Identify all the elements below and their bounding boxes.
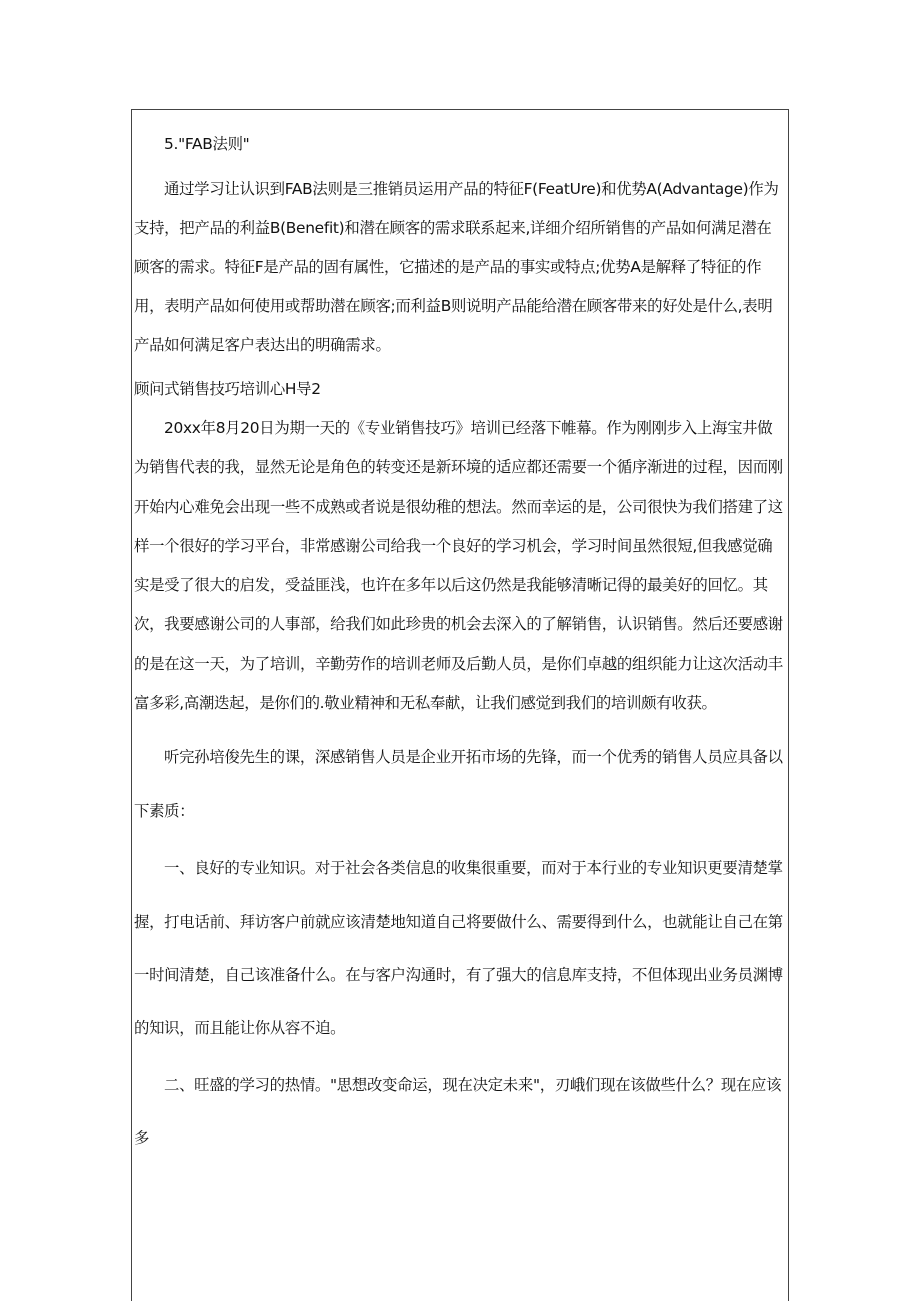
document-body	[134, 118, 786, 1165]
paragraph-point-1: 一、良好的专业知识。对于社会各类信息的收集很重要，而对于本行业的专业知识更要清楚掌握，打电话前、拜访客户前就应该清楚地知道自己将要做什么、需要得到什么，也就能让自己在第一时间清楚，自己该准备什么。在与客户沟通时，有了强大的信息库支持，不但体现出业务员渊博的知识，而且能让你从容不迫。	[134, 859, 783, 1037]
paragraph-qualities: 听完孙培俊先生的课，深感销售人员是企业开拓市场的先锋，而一个优秀的销售人员应具备以下素质：	[134, 748, 783, 821]
paragraph-intro: 20xx年8月20日为期一天的《专业销售技巧》培训已经落下帷幕。作为刚刚步入上海宝井做为销售代表的我，显然无论是角色的转变还是新环境的适应都还需要一个循序渐进的过程，因而刚开始内心难免会出现一些不成熟或者说是很幼稚的想法。然而幸运的是，公司很快为我们搭建了这样一个很好的学习平台，非常感谢公司给我一个良好的学习机会，学习时间虽然很短,但我感觉确实是受了很大的启发，受益匪浅，也许在多年以后这仍然是我能够清晰记得的最美好的回忆。其次，我要感谢公司的人事部，给我们如此珍贵的机会去深入的了解销售，认识销售。然后还要感谢的是在这一天，为了培训，辛勤劳作的培训老师及后勤人员，是你们卓越的组织能力让这次活动丰富多彩,高潮迭起，是你们的.敬业精神和无私奉献，让我们感觉到我们的培训颇有收获。	[134, 419, 783, 713]
section-heading-fab: 5."FAB法则"	[164, 135, 250, 153]
paragraph-fab: 通过学习让认识到FAB法则是三推销员运用产品的特征F(FeatUre)和优势A(Advantage)作为支持，把产品的利益B(Benefit)和潜在顾客的需求联系起来,详细介绍所销售的产品如何满足潜在顾客的需求。特征F是产品的固有属性，它描述的是产品的事实或特点;优势A是解释了特征的作用，表明产品如何使用或帮助潜在顾客;而利益B则说明产品能给潜在顾客带来的好处是什么,表明产品如何满足客户表达出的明确需求。	[134, 180, 779, 354]
paragraph-point-2: 二、旺盛的学习的热情。"思想改变命运，现在决定未来"，刃峨们现在该做些什么？现在应该多	[134, 1076, 782, 1148]
article-title: 顾问式销售技巧培训心H导2	[134, 380, 321, 398]
